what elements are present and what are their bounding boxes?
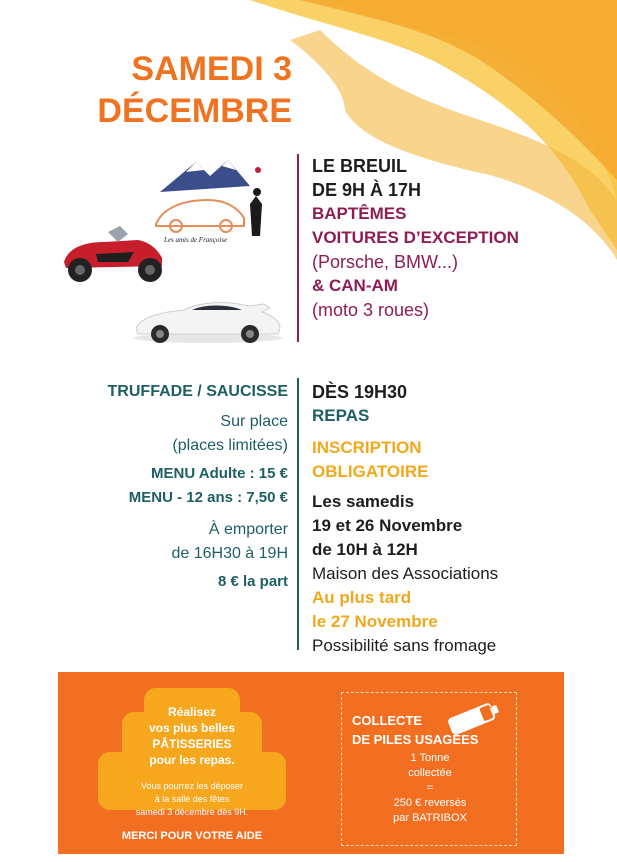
pastry-line-1: Réalisez (167, 705, 217, 719)
activity-1: BAPTÊMES (312, 204, 407, 223)
pastry-line-2: vos plus belles (148, 721, 236, 735)
battery-title-2: DE PILES USAGÉES (352, 732, 479, 747)
meal-onsite: Sur place (220, 413, 288, 430)
activity-2: VOITURES D’EXCEPTION (312, 228, 519, 247)
pastry-small-3: samedi 3 décembre dès 9H. (135, 807, 249, 817)
battery-body-1: 1 Tonne (410, 752, 450, 764)
menu-adult: MENU Adulte : 15 € (151, 465, 288, 482)
meal-onsite-note: (places limitées) (172, 437, 288, 454)
takeaway-hours: de 16H30 à 19H (171, 545, 288, 562)
mountain-icon (160, 160, 250, 192)
event-info (312, 154, 519, 322)
dinner-place: Maison des Associations (312, 564, 499, 583)
days-1: Les samedis (312, 492, 415, 511)
date-line-1: SAMEDI 3 (131, 50, 292, 88)
pastry-text (92, 704, 292, 768)
meal-title: TRUFFADE / SAUCISSE (107, 383, 288, 400)
dinner-info (312, 380, 498, 658)
battery-body-5: par BATRIBOX (393, 812, 467, 824)
pastry-thanks: MERCI POUR VOTRE AIDE (121, 830, 263, 842)
inscription-1: INSCRIPTION (312, 438, 422, 457)
dinner-label: REPAS (312, 406, 370, 425)
svg-text:+: + (486, 703, 492, 714)
dinner-time: DÈS 19H30 (312, 382, 408, 402)
can-am-image (58, 222, 174, 288)
event-date (60, 48, 292, 132)
days-2: 19 et 26 Novembre (312, 516, 463, 535)
pastry-small-1: Vous pourrez les déposer (140, 781, 244, 791)
pastry-line-3: PÂTISSERIES (152, 737, 232, 751)
divider-bottom (297, 378, 299, 650)
battery-collection-box (341, 692, 517, 846)
date-line-2: DÉCEMBRE (97, 92, 292, 130)
battery-title (352, 711, 478, 749)
pastry-small-text (92, 780, 292, 819)
battery-body-4: 250 € reversés (393, 797, 467, 809)
battery-title-1: COLLECTE (352, 713, 423, 728)
balloon-icon (255, 167, 261, 173)
girl-silhouette-icon (250, 196, 262, 236)
pastry-line-4: pour les repas. (149, 753, 235, 767)
deadline-1: Au plus tard (312, 588, 412, 607)
meal-info (60, 380, 288, 594)
divider-top (297, 154, 299, 342)
battery-body-3: = (426, 782, 434, 794)
battery-body (342, 751, 518, 826)
activity-3-detail: (moto 3 roues) (312, 300, 430, 320)
activity-3: & CAN-AM (312, 276, 398, 295)
activity-2-detail: (Porsche, BMW...) (312, 252, 459, 272)
pastry-small-2: à la salle des fêtes (154, 794, 230, 804)
porsche-image (130, 294, 286, 344)
event-hours: DE 9H À 17H (312, 180, 422, 200)
inscription-2: OBLIGATOIRE (312, 462, 429, 481)
menu-child: MENU - 12 ans : 7,50 € (128, 489, 288, 506)
takeaway: À emporter (208, 521, 288, 538)
dinner-note: Possibilité sans fromage (312, 636, 497, 655)
event-location: LE BREUIL (312, 156, 408, 176)
deadline-2: le 27 Novembre (312, 612, 438, 631)
battery-body-2: collectée (408, 767, 452, 779)
days-3: de 10H à 12H (312, 540, 418, 559)
logo-caption: Les amis de Françoise (164, 236, 228, 244)
takeaway-price: 8 € la part (217, 573, 288, 590)
